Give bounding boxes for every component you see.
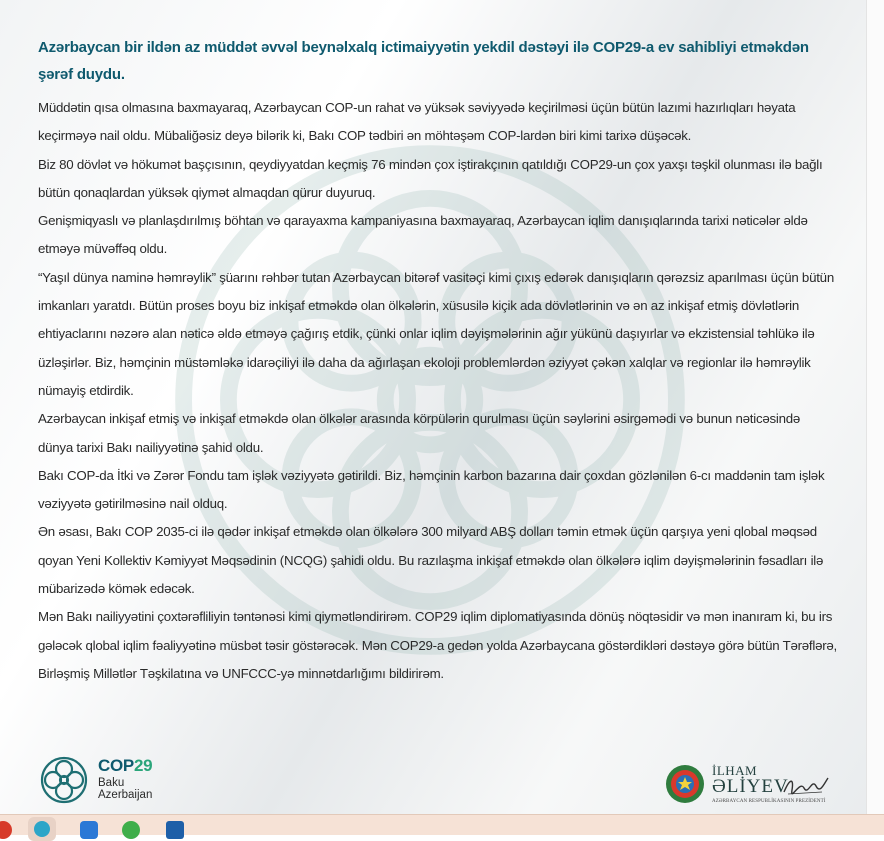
cop29-emblem-icon: [38, 755, 90, 805]
app-icon[interactable]: [122, 821, 140, 839]
document-body: [38, 94, 838, 688]
paragraph: Ən əsası, Bakı COP 2035-ci ilə qədər inkişaf etməkdə olan ölkələrə 300 milyard ABŞ dolları təmin etmək üçün qarşıya yeni qlobal məqsəd qoyan Yeni Kollektiv Kəmiyyət Məqsədinin (NCQG) şahidi oldu. Bu razılaşma inkişaf etməkdə olan ölkələrə iqlim dəyişmələrinin fəsadları ilə mübarizədə kömək edəcək.: [38, 524, 824, 597]
cop29-logo: [38, 753, 178, 805]
paragraph: Müddətin qısa olmasına baxmayaraq, Azərbaycan COP-un rahat və yüksək səviyyədə keçirilməsi üçün bütün lazımi hazırlıqları həyata keçirməyə nail oldu. Mübaliğəsiz deyə bilərik ki, Bakı COP tədbiri ən möhtəşəm COP-lardən biri kimi tarixə düşəcək.: [38, 100, 796, 144]
browser-icon: [34, 821, 50, 837]
paragraph: Bakı COP-da İtki və Zərər Fondu tam işlək vəziyyətə gətirildi. Biz, həmçinin karbon bazarına dair çoxdan gözlənilən 6-cı maddənin tam işlək vəziyyətə gətirilməsinə nail olduq.: [38, 467, 825, 512]
cop29-city: Baku: [98, 777, 125, 789]
handwritten-signature-icon: [782, 774, 830, 798]
app-icon[interactable]: [166, 821, 184, 839]
app-icon[interactable]: [0, 821, 12, 839]
active-app-icon[interactable]: [28, 817, 56, 841]
cop29-title: [98, 756, 152, 776]
signature-first-name: İLHAM: [712, 763, 758, 778]
president-signature-block: [664, 760, 834, 810]
taskbar: [0, 814, 884, 835]
paragraph: Azərbaycan inkişaf etmiş və inkişaf etməkdə olan ölkələr arasında körpülərin qurulması üçün səylərini əsirgəmədi və bunun nəticəsində dünya tarixi Bakı nailiyyətinə şahid oldu.: [38, 411, 801, 455]
paragraph: Mən Bakı nailiyyətini çoxtərəfliliyin təntənəsi kimi qiymətləndirirəm. COP29 iqlim diplomatiyasında dönüş nöqtəsidir və mən inanıram ki, bu irs gələcək qlobal iqlim fəaliyyətinə müsbət təsir göstərəcək. Mən COP29-a gedən yolda Azərbaycana göstərdikləri dəstəyə görə bütün Tərəflərə, Birləşmiş Millətlər Təşkilatına və UNFCCC-yə minnətdarlığımı bildirirəm.: [38, 609, 837, 681]
app-icon[interactable]: [80, 821, 98, 839]
paragraph: Biz 80 dövlət və hökumət başçısının, qeydiyyatdan keçmiş 76 mindən çox iştirakçının qatıldığı COP29-un çox yaxşı təşkil olunması ilə bağlı bütün qonaqlardan yüksək qiymət almaqdan qürur duyuruq.: [38, 156, 823, 200]
document-headline: Azərbaycan bir ildən az müddət əvvəl beynəlxalq ictimaiyyətin yekdil dəstəyi ilə COP29-a ev sahibliyi etməkdən şərəf duydu.: [38, 39, 809, 83]
paragraph: Genişmiqyaslı və planlaşdırılmış böhtan və qarayaxma kampaniyasına baxmayaraq, Azərbaycan iqlim danışıqlarında tarixi nəticələr əldə etməyə müvəffəq oldu.: [38, 213, 808, 257]
cop-number: 29: [133, 756, 153, 775]
cop29-country: Azerbaijan: [98, 789, 153, 801]
paragraph: “Yaşıl dünya naminə həmrəylik” şüarını rəhbər tutan Azərbaycan bitərəf vasitəçi kimi çıxış edərək danışıqların qərəzsiz aparılması üçün bütün imkanları yaratdı. Bütün proses boyu biz inkişaf etməkdə olan ölkələrin, xüsusilə kiçik ada dövlətlərinin və ən az inkişaf etmiş dövlətlərin ehtiyaclarını nəzərə alan nəticə əldə etməyə çağırış etdik, çünki onlar iqlim dəyişmələrinin ağır yükünü daşıyırlar və ekzistensial təhlükə ilə üzləşirlər. Biz, həmçinin müstəmləkə idarəçiliyi ilə daha da ağırlaşan ekoloji problemlərdən əziyyət çəkən xalqlar və regionlar ilə həmrəylik nümayiş etdirdik.: [38, 269, 834, 398]
signature-caption: AZƏRBAYCAN RESPUBLİKASININ PREZİDENTİ: [712, 799, 826, 804]
state-emblem-icon: [664, 762, 706, 806]
cop-text: COP: [98, 756, 134, 775]
page-edge: [866, 0, 884, 814]
signature-last-name: ƏLİYEV: [712, 776, 789, 797]
